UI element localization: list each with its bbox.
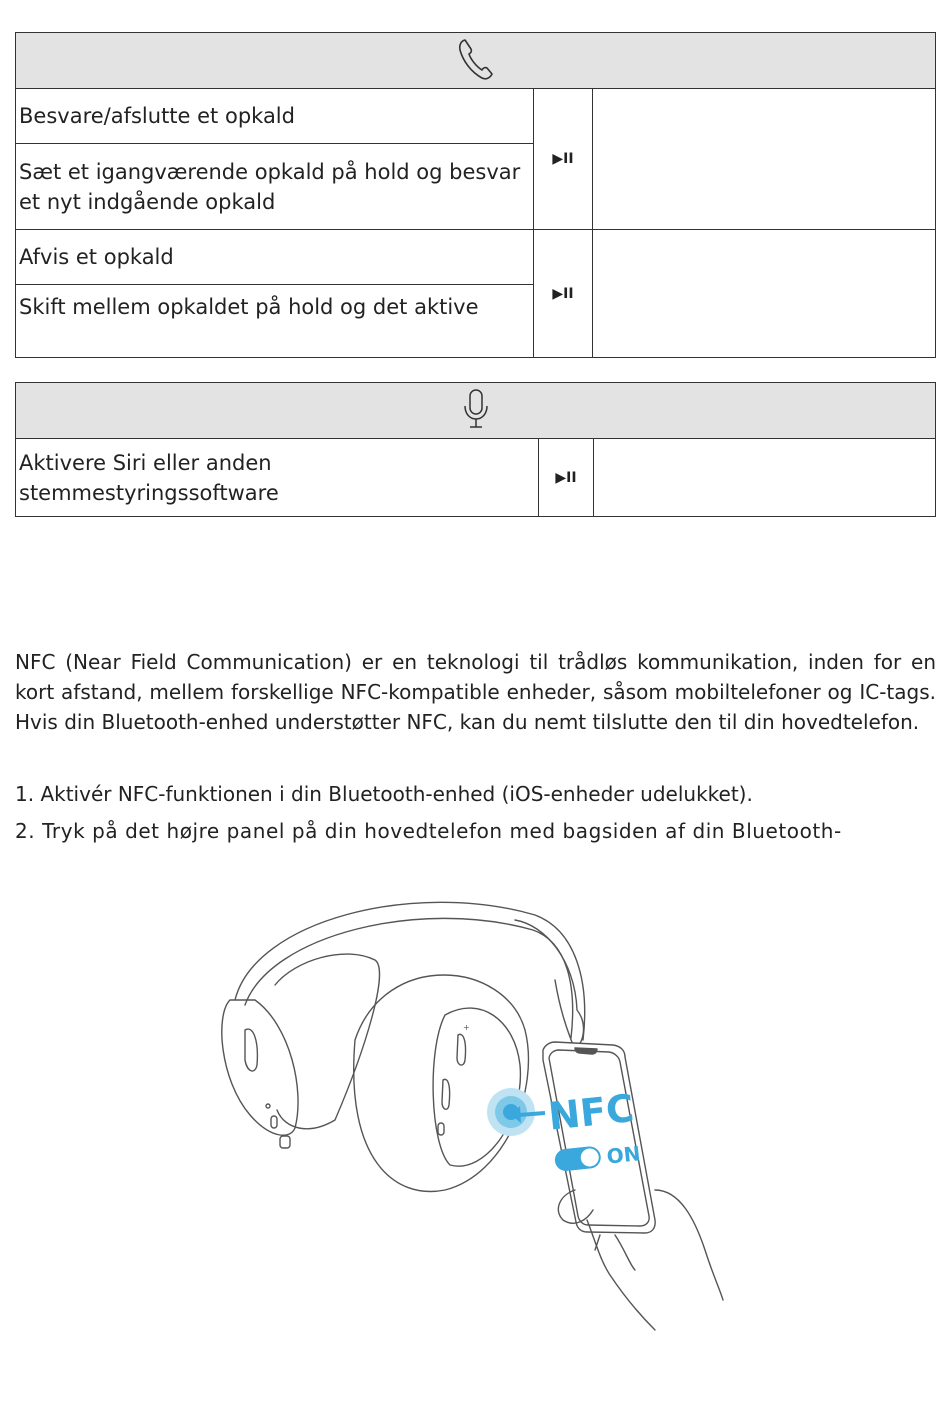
toggle-on-label: ON	[605, 1141, 642, 1169]
call-controls-table	[15, 32, 936, 358]
empty-cell	[593, 89, 936, 230]
headphone-phone-drawing	[215, 890, 745, 1340]
play-pause-button-symbol: ▶II	[539, 439, 594, 517]
microphone-icon	[461, 386, 491, 432]
step-1: 1. Aktivér NFC-funktionen i din Bluetooth-enhed (iOS-enheder udelukket).	[15, 782, 753, 806]
step-2: 2. Tryk på det højre panel på din hovedtelefon med bagsiden af din Bluetooth-	[15, 819, 842, 843]
empty-cell	[594, 439, 936, 517]
call-action-label: Skift mellem opkaldet på hold og det aktive	[16, 285, 534, 358]
phone-icon	[456, 36, 496, 82]
svg-text:+: +	[463, 1023, 470, 1032]
nfc-label: NFC	[546, 1086, 637, 1139]
play-pause-button-symbol: ▶II	[534, 230, 593, 358]
voice-table-header	[16, 383, 936, 439]
call-table-header	[16, 33, 936, 89]
nfc-pairing-illustration	[215, 890, 745, 1340]
nfc-intro-paragraph: NFC (Near Field Communication) er en teknologi til trådløs kommunikation, inden for en kort afstand, mellem forskellige NFC-kompatible enheder, såsom mobiltelefoner og IC-tags. Hvis din Bluetooth-enhed understøtter NFC, kan du nemt tilslutte den til din hovedtelefon.	[15, 650, 936, 734]
empty-cell	[593, 230, 936, 358]
voice-controls-table	[15, 382, 936, 517]
play-pause-button-symbol: ▶II	[534, 89, 593, 230]
call-action-label: Besvare/afslutte et opkald	[16, 89, 534, 144]
call-action-label: Sæt et igangværende opkald på hold og besvar et nyt indgående opkald	[16, 144, 534, 230]
call-action-label: Afvis et opkald	[16, 230, 534, 285]
voice-action-label: Aktivere Siri eller anden stemmestyringssoftware	[16, 439, 539, 517]
